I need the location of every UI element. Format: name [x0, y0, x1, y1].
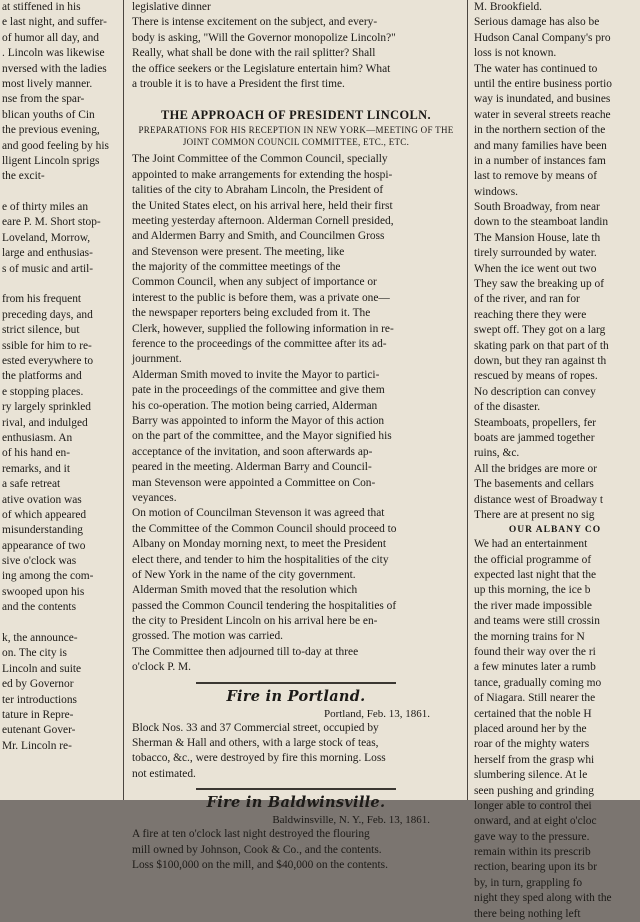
text-line: The water has continued to	[474, 62, 598, 75]
text-line: There are at present no sig	[474, 508, 595, 521]
text-line: eutenant Gover-	[2, 724, 76, 737]
text-line: the morning trains for N	[474, 630, 585, 643]
text-line: until the entire business portio	[474, 77, 612, 90]
text-line: and Stevenson were present. The meeting, like	[132, 245, 345, 258]
text-line: On motion of Councilman Stevenson it was agreed that	[132, 507, 385, 520]
text-line: tobacco, &c., were destroyed by fire this morning. Loss	[132, 752, 386, 765]
text-line: o'clock P. M.	[132, 661, 192, 674]
article-headline: THE APPROACH OF PRESIDENT LINCOLN.	[160, 108, 432, 123]
text-line: Hudson Canal Company's pro	[474, 31, 611, 44]
text-line: mill owned by Johnson, Cook & Co., and the contents.	[132, 843, 382, 856]
text-line: Loss $100,000 on the mill, and $40,000 on the contents.	[132, 858, 388, 871]
text-line: enthusiasm. An	[2, 431, 73, 444]
text-line: legislative dinner	[132, 1, 211, 13]
text-line: Steamboats, propellers, fer	[474, 416, 597, 429]
text-line: longer able to control thei	[474, 799, 592, 812]
text-line: and the contents	[2, 601, 77, 614]
text-line: in the northern section of the	[474, 124, 606, 137]
text-line: passed the Common Council tendering the hospitalities of	[132, 599, 397, 612]
text-line: ed by Governor	[2, 678, 74, 691]
text-line: night they sped along with the	[474, 892, 612, 905]
fire-portland-dateline: Portland, Feb. 13, 1861.	[323, 707, 430, 720]
text-line: roar of the mighty waters	[474, 738, 590, 751]
text-line: most lively manner.	[2, 77, 93, 90]
text-line: appearance of two	[2, 539, 86, 552]
text-line: peared in the meeting. Alderman Barry and Council-	[132, 461, 372, 474]
text-line: s of music and artil-	[2, 262, 94, 275]
text-line: There is intense excitement on the subject, and every-	[132, 16, 378, 29]
text-line: of the disaster.	[474, 401, 541, 414]
text-line: loss is not known.	[474, 47, 557, 60]
text-line: ssible for him to re-	[2, 339, 92, 352]
text-line: of his hand en-	[2, 447, 71, 460]
text-line: ry largely sprinkled	[2, 401, 91, 414]
fire-portland-headline: Fire in Portland.	[226, 687, 366, 705]
text-line: nse from the spar-	[2, 93, 85, 106]
article-paragraph	[132, 368, 460, 507]
text-line: M. Brookfield.	[474, 1, 543, 13]
albany-correspondence-text	[470, 537, 640, 922]
text-line: certained that the noble H	[474, 707, 592, 720]
text-line: found their way over the ri	[474, 646, 596, 659]
text-line: No description can convey	[474, 385, 596, 398]
middle-column	[126, 0, 464, 871]
text-line: South Broadway, from near	[474, 201, 600, 214]
text-line: rection, bearing upon its br	[474, 861, 598, 874]
text-line: on the part of the committee, and the Mayor signified his	[132, 430, 392, 443]
article-paragraph	[132, 152, 460, 367]
text-line: ative ovation was	[2, 493, 82, 506]
text-line: the newspaper reporters being excluded from it. The	[132, 307, 371, 320]
left-column-text	[0, 0, 120, 754]
text-line: at stiffened in his	[2, 1, 81, 13]
text-line: his co-operation. The motion being carried, Alderman	[132, 399, 378, 412]
text-line: of New York in the name of the city government.	[132, 568, 356, 581]
text-line: e last night, and suffer-	[2, 16, 107, 29]
text-line: ference to the proceedings of the committee after its ad-	[132, 338, 387, 351]
text-line: misunderstanding	[2, 524, 83, 537]
section-divider	[196, 682, 396, 684]
text-line: Clerk, however, supplied the following information in re-	[132, 322, 394, 335]
text-line: down to the steamboat landin	[474, 216, 609, 229]
text-line: there being nothing left	[474, 907, 581, 920]
preceding-article-tail	[132, 0, 460, 92]
text-line: remarks, and it	[2, 462, 71, 475]
column-rule	[467, 0, 468, 800]
text-line: veyances.	[132, 491, 177, 504]
text-line: of the river, and ran for	[474, 293, 580, 306]
text-line: onward, and at eight o'cloc	[474, 815, 597, 828]
text-line: eare P. M. Short stop-	[2, 216, 101, 229]
fire-baldwinsville-dateline: Baldwinsville, N. Y., Feb. 13, 1861.	[272, 814, 430, 827]
text-line: of humor all day, and	[2, 31, 100, 44]
text-line: up this morning, the ice b	[474, 584, 591, 597]
text-line: down, but they ran against th	[474, 354, 607, 367]
text-line: All the bridges are more or	[474, 462, 598, 475]
text-line: on. The city is	[2, 647, 67, 660]
text-line: windows.	[474, 185, 518, 198]
text-line: . Lincoln was likewise	[2, 47, 105, 60]
text-line: ter introductions	[2, 693, 77, 706]
text-line: a trouble it is to have a President the first time.	[132, 77, 345, 90]
text-line: tirely surrounded by water.	[474, 247, 597, 260]
text-line: of Niagara. Still nearer the	[474, 692, 596, 705]
text-line: The Mansion House, late th	[474, 231, 601, 244]
text-line: the official programme of	[474, 553, 592, 566]
text-line: journment.	[132, 353, 182, 366]
text-line: and Aldermen Barry and Smith, and Councilmen Gross	[132, 230, 385, 243]
text-line: in a number of instances fam	[474, 154, 606, 167]
text-line: by, in turn, grappling fo	[474, 876, 583, 889]
text-line: elect there, and tender to him the hospitalities of the city	[132, 553, 389, 566]
text-line: talities of the city to Abraham Lincoln, the President of	[132, 184, 384, 197]
fire-baldwinsville-headline: Fire in Baldwinsville.	[206, 794, 386, 812]
text-line: interest to the public is before them, was a private one—	[132, 291, 390, 304]
text-line: lligent Lincoln sprigs	[2, 154, 100, 167]
text-line: and many families have been	[474, 139, 607, 152]
text-line: When the ice went out two	[474, 262, 597, 275]
text-line: Sherman & Hall and others, with a large stock of teas,	[132, 737, 379, 750]
text-line: ing among the com-	[2, 570, 94, 583]
text-line: the previous evening,	[2, 124, 100, 137]
text-line: Really, what shall be done with the rail splitter? Shall	[132, 47, 376, 60]
text-line: remain within its prescrib	[474, 846, 591, 859]
text-line: the United States elect, on his arrival here, held their first	[132, 199, 393, 212]
text-line: sive o'clock was	[2, 555, 77, 568]
text-line: the city to President Lincoln on his arrival here be en-	[132, 615, 378, 628]
text-line: pate in the proceedings of the committee and give them	[132, 384, 385, 397]
text-line: A fire at ten o'clock last night destroyed the flouring	[132, 828, 370, 841]
albany-correspondence-heading: OUR ALBANY CO	[508, 525, 602, 536]
text-line: Mr. Lincoln re-	[2, 739, 72, 752]
text-line: herself from the grasp whi	[474, 753, 595, 766]
flood-article-text	[470, 0, 640, 523]
text-line: Lincoln and suite	[2, 662, 82, 675]
text-line: gave way to the pressure.	[474, 830, 590, 843]
left-column	[0, 0, 120, 800]
text-line: Alderman Smith moved that the resolution which	[132, 584, 358, 597]
text-line: large and enthusias-	[2, 247, 93, 260]
text-line: from his frequent	[2, 293, 82, 306]
text-line: man Stevenson were appointed a Committee on Con-	[132, 476, 376, 489]
text-line: reaching there they were	[474, 308, 587, 321]
text-line: The basements and cellars	[474, 478, 594, 491]
text-line: and good feeling by his	[2, 139, 109, 152]
text-line: of which appeared	[2, 508, 87, 521]
text-line	[0, 185, 120, 200]
text-line: placed around her by the	[474, 722, 587, 735]
text-line: last to remove by means of	[474, 170, 598, 183]
text-line: seen pushing and grinding	[474, 784, 594, 797]
text-line: e stopping places.	[2, 385, 84, 398]
text-line	[0, 616, 120, 631]
text-line: meeting yesterday afternoon. Alderman Cornell presided,	[132, 214, 394, 227]
text-line: the majority of the committee meetings of the	[132, 261, 341, 274]
text-line: They saw the breaking up of	[474, 278, 605, 291]
text-line: appointed to make arrangements for extending the hospi-	[132, 168, 393, 181]
text-line: acceptance of the invitation, and soon afterwards ap-	[132, 445, 373, 458]
article-paragraph	[132, 645, 460, 676]
text-line: swooped upon his	[2, 585, 85, 598]
text-line: slumbering silence. At le	[474, 769, 588, 782]
text-line: the office seekers or the Legislature entertain him? What	[132, 62, 391, 75]
text-line: the Committee of the Common Council should proceed to	[132, 522, 397, 535]
text-line: ested everywhere to	[2, 354, 94, 367]
text-line: rival, and indulged	[2, 416, 88, 429]
text-line: Block Nos. 33 and 37 Commercial street, occupied by	[132, 721, 379, 734]
text-line: ruins, &c.	[474, 447, 520, 460]
text-line: skating park on that part of th	[474, 339, 609, 352]
right-column	[470, 0, 640, 920]
text-line: a safe retreat	[2, 478, 61, 491]
text-line: the river made impossible	[474, 599, 592, 612]
article-body	[132, 152, 460, 675]
text-line: blican youths of Cin	[2, 108, 95, 121]
column-rule	[123, 0, 124, 800]
text-line: Serious damage has also be	[474, 16, 600, 29]
text-line: Alderman Smith moved to invite the Mayor to partici-	[132, 368, 380, 381]
text-line: rescued by means of ropes.	[474, 370, 598, 383]
text-line: way is inundated, and busines	[474, 93, 611, 106]
article-paragraph	[132, 583, 460, 645]
text-line: Common Council, when any subject of importance or	[132, 276, 377, 289]
text-line: grossed. The motion was carried.	[132, 630, 283, 643]
text-line: distance west of Broadway t	[474, 493, 604, 506]
fire-portland-text	[132, 721, 460, 783]
text-line: the excit-	[2, 170, 45, 183]
text-line: We had an entertainment	[474, 538, 588, 551]
section-divider	[196, 788, 396, 790]
text-line: The Committee then adjourned till to-day at three	[132, 645, 359, 658]
text-line: preceding days, and	[2, 308, 93, 321]
article-subheadline: PREPARATIONS FOR HIS RECEPTION IN NEW YORK—MEETING OF THE JOINT COMMON COUNCIL COMMITTEE, ETC., ETC.	[138, 125, 454, 147]
text-line: a few minutes later a rumb	[474, 661, 596, 674]
text-line: e of thirty miles an	[2, 201, 89, 214]
text-line: nversed with the ladies	[2, 62, 107, 75]
fire-baldwinsville-text	[132, 827, 460, 873]
text-line: the platforms and	[2, 370, 82, 383]
text-line: k, the announce-	[2, 632, 78, 645]
text-line: expected last night that the	[474, 569, 597, 582]
text-line: water in several streets reache	[474, 108, 611, 121]
text-line: tature in Repre-	[2, 708, 74, 721]
text-line: not estimated.	[132, 767, 196, 780]
text-line: tance, gradually coming mo	[474, 676, 602, 689]
text-line: swept off. They got on a larg	[474, 324, 606, 337]
text-line: Albany on Monday morning next, to meet the President	[132, 538, 387, 551]
text-line: The Joint Committee of the Common Council, specially	[132, 153, 388, 166]
text-line	[0, 277, 120, 292]
text-line: boats are jammed together	[474, 431, 595, 444]
text-line: Loveland, Morrow,	[2, 231, 91, 244]
text-line: strict silence, but	[2, 324, 80, 337]
article-paragraph	[132, 506, 460, 583]
text-line: and teams were still crossin	[474, 615, 600, 628]
text-line: body is asking, "Will the Governor monopolize Lincoln?"	[132, 31, 396, 44]
text-line: Barry was appointed to inform the Mayor of this action	[132, 414, 385, 427]
